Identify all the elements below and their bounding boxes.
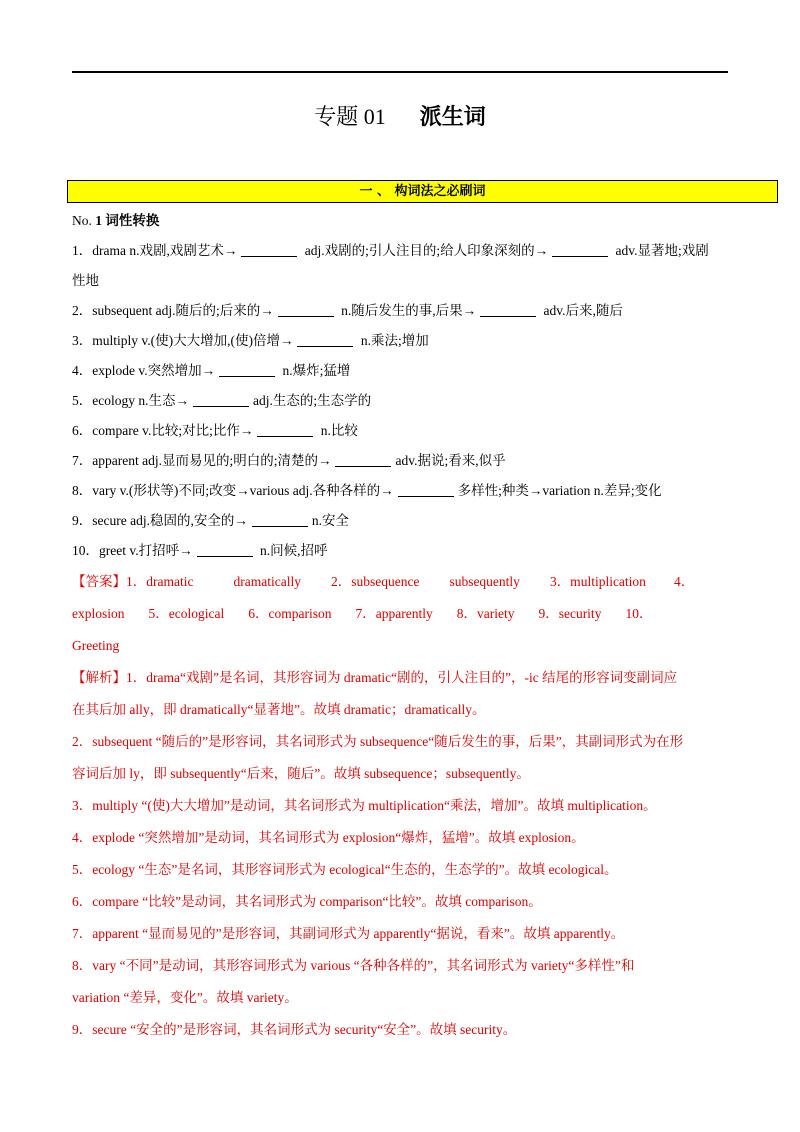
q10-text-b: n.问候,招呼	[259, 543, 328, 558]
q2-text-c: adv.后来,随后	[543, 303, 623, 318]
q4-text-a: 4．explode v.突然增加→	[72, 363, 216, 378]
page-title	[0, 100, 800, 131]
analysis-block	[72, 662, 732, 1046]
q1-blank-1[interactable]	[241, 242, 297, 257]
title-main: 派生词	[419, 104, 486, 129]
answer-item: 1．dramatic	[126, 574, 194, 589]
q8-text-a: 8．vary v.(形状等)不同;改变→various adj.各种各样的→	[72, 483, 394, 498]
q7-text-b: adv.据说;看来,似乎	[395, 453, 506, 468]
q9-text-a: 9．secure adj.稳固的,安全的→	[72, 513, 248, 528]
answer-label: 【答案】	[72, 574, 126, 589]
q10-blank[interactable]	[197, 542, 253, 557]
q2-blank-2[interactable]	[480, 302, 536, 317]
answer-item: 4．	[673, 574, 695, 589]
question-10	[72, 536, 732, 566]
q1-blank-2[interactable]	[552, 242, 608, 257]
header-rule	[72, 71, 728, 73]
subsection-title: 词性转换	[105, 213, 160, 228]
document-body	[72, 206, 732, 1046]
question-6	[72, 416, 732, 446]
analysis-text: 1．drama“戏剧”是名词，其形容词为 dramatic“剧的，引人注目的”，-ic 结尾的形容词变副词应	[126, 670, 678, 685]
question-2	[72, 296, 732, 326]
q8-text-b: 多样性;种类→variation n.差异;变化	[457, 483, 662, 498]
analysis-line: 4．explode “突然增加”是动词，其名词形式为 explosion“爆炸，猛增”。故填 explosion。	[72, 830, 585, 845]
analysis-line: 8．vary “不同”是动词，其形容词形式为 various “各种各样的”，其名词形式为 variety“多样性”和	[72, 958, 635, 973]
q8-blank[interactable]	[398, 482, 454, 497]
analysis-line: 容词后加 ly，即 subsequently“后来，随后”。故填 subsequence；subsequently。	[72, 766, 530, 781]
analysis-line: variation “差异，变化”。故填 variety。	[72, 990, 298, 1005]
analysis-label: 【解析】	[72, 670, 126, 685]
question-4	[72, 356, 732, 386]
q1-text-b: adj.戏剧的;引人注目的;给人印象深刻的→	[304, 243, 549, 258]
q9-text-b: n.安全	[311, 513, 349, 528]
q3-text-b: n.乘法;增加	[360, 333, 429, 348]
q2-text-a: 2．subsequent adj.随后的;后来的→	[72, 303, 274, 318]
q3-text-a: 3．multiply v.(使)大大增加,(使)倍增→	[72, 333, 294, 348]
question-3	[72, 326, 732, 356]
answer-item: 6．comparison	[248, 606, 332, 621]
question-1	[72, 236, 732, 266]
answer-item: 8．variety	[456, 606, 515, 621]
answer-item: 2．subsequence	[330, 574, 420, 589]
question-1-cont: 性地	[72, 273, 99, 288]
answer-item: dramatically	[233, 574, 301, 589]
answer-item: 3．multiplication	[549, 574, 646, 589]
answer-item: 5．ecological	[148, 606, 225, 621]
q6-text-b: n.比较	[320, 423, 358, 438]
q5-blank[interactable]	[193, 392, 249, 407]
q1-text-c: adv.显著地;戏剧	[615, 243, 709, 258]
q5-text-a: 5．ecology n.生态→	[72, 393, 189, 408]
q5-text-b: adj.生态的;生态学的	[253, 393, 372, 408]
q9-blank[interactable]	[252, 512, 308, 527]
analysis-line: 2．subsequent “随后的”是形容词，其名词形式为 subsequence“随后发生的事，后果”，其副词形式为在形	[72, 734, 684, 749]
subsection-heading	[72, 206, 732, 236]
question-8	[72, 476, 732, 506]
q3-blank[interactable]	[297, 332, 353, 347]
answer-item: subsequently	[449, 574, 520, 589]
answer-item: Greeting	[72, 638, 120, 653]
question-9	[72, 506, 732, 536]
q6-text-a: 6．compare v.比较;对比;比作→	[72, 423, 254, 438]
q10-text-a: 10．greet v.打招呼→	[72, 543, 193, 558]
analysis-line: 7．apparent “显而易见的”是形容词，其副词形式为 apparently“据说，看来”。故填 apparently。	[72, 926, 625, 941]
answer-item: explosion	[72, 606, 125, 621]
analysis-line: 3．multiply “(使)大大增加”是动词，其名词形式为 multiplication“乘法，增加”。故填 multiplication。	[72, 798, 657, 813]
answer-block	[72, 566, 732, 662]
answer-item: 9．security	[538, 606, 602, 621]
analysis-line: 9．secure “安全的”是形容词，其名词形式为 security“安全”。故填 security。	[72, 1022, 517, 1037]
q7-blank[interactable]	[335, 452, 391, 467]
q4-text-b: n.爆炸;猛增	[282, 363, 351, 378]
q2-text-b: n.随后发生的事,后果→	[341, 303, 477, 318]
q6-blank[interactable]	[257, 422, 313, 437]
title-prefix: 专题 01	[314, 104, 386, 129]
analysis-line	[72, 662, 732, 694]
answer-item: 7．apparently	[355, 606, 433, 621]
q1-text-a: 1．drama n.戏剧,戏剧艺术→	[72, 243, 238, 258]
answer-item: 10．	[625, 606, 653, 621]
section-banner: 一 、 构词法之必刷词	[67, 180, 778, 203]
question-5	[72, 386, 732, 416]
subsection-num: 1	[95, 213, 102, 228]
q2-blank-1[interactable]	[278, 302, 334, 317]
subsection-no: No.	[72, 213, 92, 228]
analysis-line: 在其后加 ally，即 dramatically“显著地”。故填 dramatic；dramatically。	[72, 702, 486, 717]
q4-blank[interactable]	[219, 362, 275, 377]
q7-text-a: 7．apparent adj.显而易见的;明白的;清楚的→	[72, 453, 332, 468]
question-7	[72, 446, 732, 476]
analysis-line: 5．ecology “生态”是名词，其形容词形式为 ecological“生态的，生态学的”。故填 ecological。	[72, 862, 618, 877]
analysis-line: 6．compare “比较”是动词，其名词形式为 comparison“比较”。故填 comparison。	[72, 894, 542, 909]
